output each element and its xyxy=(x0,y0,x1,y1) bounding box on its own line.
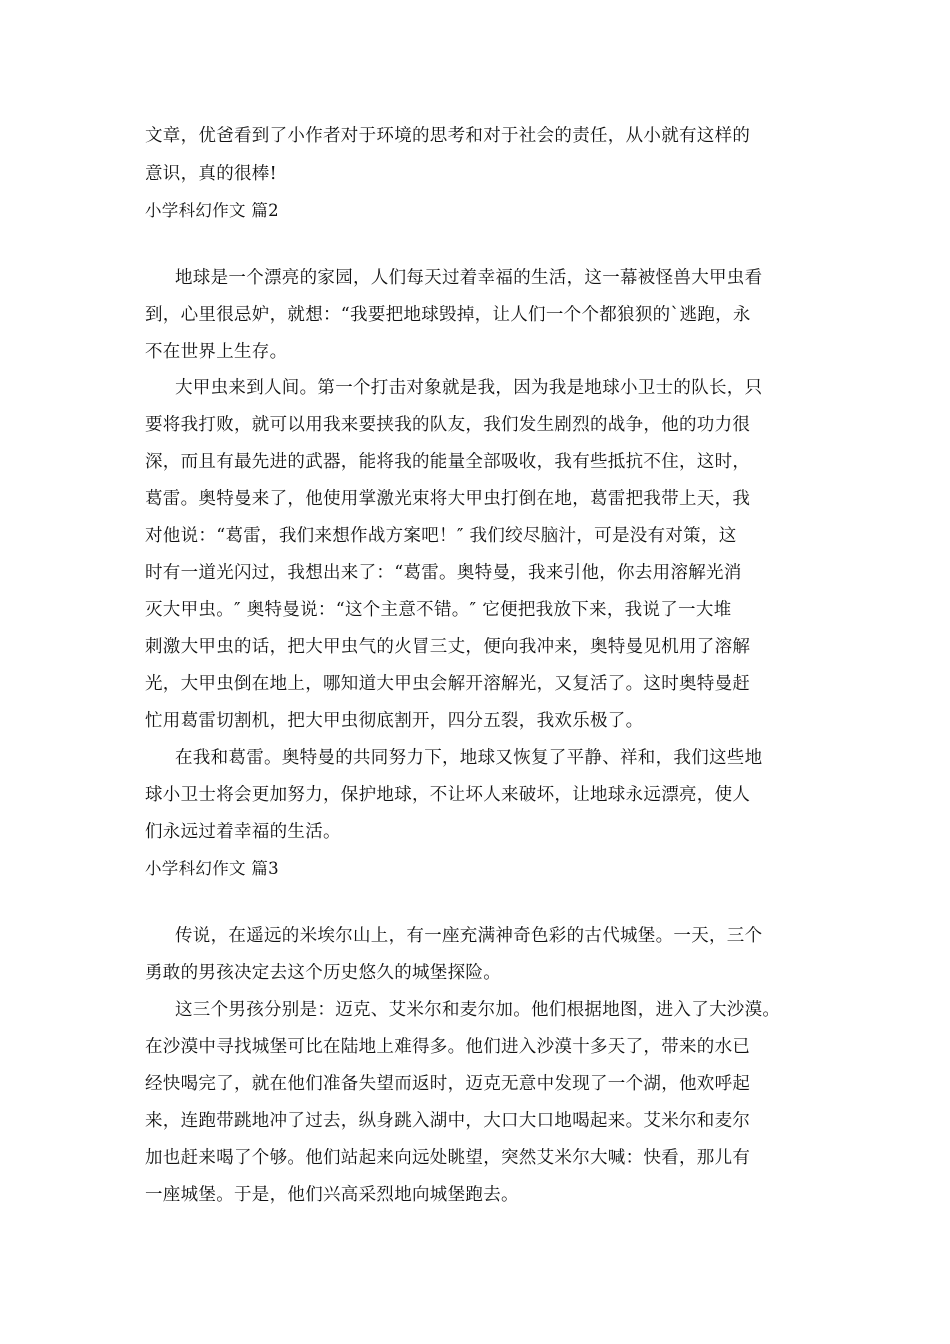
text-line: 经快喝完了，就在他们准备失望而返时，迈克无意中发现了一个湖，他欢呼起 xyxy=(145,1074,751,1094)
text-line: 葛雷。奥特曼来了，他使用掌激光束将大甲虫打倒在地，葛雷把我带上天，我 xyxy=(145,489,751,509)
text-line: 对他说：“葛雷，我们来想作战方案吧！″ 我们绞尽脑汁，可是没有对策，这 xyxy=(145,526,737,546)
section-title: 小学科幻作文 篇3 xyxy=(145,859,279,878)
text-line: 不在世界上生存。 xyxy=(145,342,288,362)
text-line: 大甲虫来到人间。第一个打击对象就是我，因为我是地球小卫士的队长，只 xyxy=(175,378,763,398)
text-line: 传说，在遥远的米埃尔山上，有一座充满神奇色彩的古代城堡。一天，三个 xyxy=(175,926,763,946)
text-line: 忙用葛雷切割机，把大甲虫彻底割开，四分五裂，我欢乐极了。 xyxy=(145,711,644,731)
text-line: 刺激大甲虫的话，把大甲虫气的火冒三丈，便向我冲来，奥特曼见机用了溶解 xyxy=(145,637,751,657)
text-line: 勇敢的男孩决定去这个历史悠久的城堡探险。 xyxy=(145,963,501,983)
text-line: 来，连跑带跳地冲了过去，纵身跳入湖中，大口大口地喝起来。艾米尔和麦尔 xyxy=(145,1111,751,1131)
text-line: 灭大甲虫。″ 奥特曼说：“这个主意不错。″ 它便把我放下来，我说了一大堆 xyxy=(145,600,732,620)
text-line: 这三个男孩分别是：迈克、艾米尔和麦尔加。他们根据地图，进入了大沙漠。 xyxy=(175,1000,781,1020)
text-line: 加也赶来喝了个够。他们站起来向远处眺望，突然艾米尔大喊：快看，那儿有 xyxy=(145,1148,751,1168)
text-line: 们永远过着幸福的生活。 xyxy=(145,822,341,842)
text-line: 要将我打败，就可以用我来要挟我的队友，我们发生剧烈的战争，他的功力很 xyxy=(145,415,751,435)
text-line: 地球是一个漂亮的家园，人们每天过着幸福的生活，这一幕被怪兽大甲虫看 xyxy=(175,268,763,288)
text-line: 在沙漠中寻找城堡可比在陆地上难得多。他们进入沙漠十多天了，带来的水已 xyxy=(145,1037,751,1057)
text-line: 文章，优爸看到了小作者对于环境的思考和对于社会的责任，从小就有这样的 xyxy=(145,126,751,146)
text-line: 意识，真的很棒! xyxy=(145,164,277,184)
section-title: 小学科幻作文 篇2 xyxy=(145,201,279,220)
text-line: 深，而且有最先进的武器，能将我的能量全部吸收，我有些抵抗不住，这时， xyxy=(145,452,751,472)
text-line: 光，大甲虫倒在地上，哪知道大甲虫会解开溶解光，又复活了。这时奥特曼赶 xyxy=(145,674,751,694)
text-line: 球小卫士将会更加努力，保护地球，不让坏人来破坏，让地球永远漂亮，使人 xyxy=(145,785,751,805)
text-line: 时有一道光闪过，我想出来了：“葛雷。奥特曼，我来引他，你去用溶解光消 xyxy=(145,563,742,583)
text-line: 在我和葛雷。奥特曼的共同努力下，地球又恢复了平静、祥和，我们这些地 xyxy=(175,748,763,768)
text-line: 一座城堡。于是，他们兴高采烈地向城堡跑去。 xyxy=(145,1185,519,1205)
text-line: 到，心里很忌妒，就想：“我要把地球毁掉，让人们一个个都狼狈的`逃跑，永 xyxy=(145,305,751,325)
